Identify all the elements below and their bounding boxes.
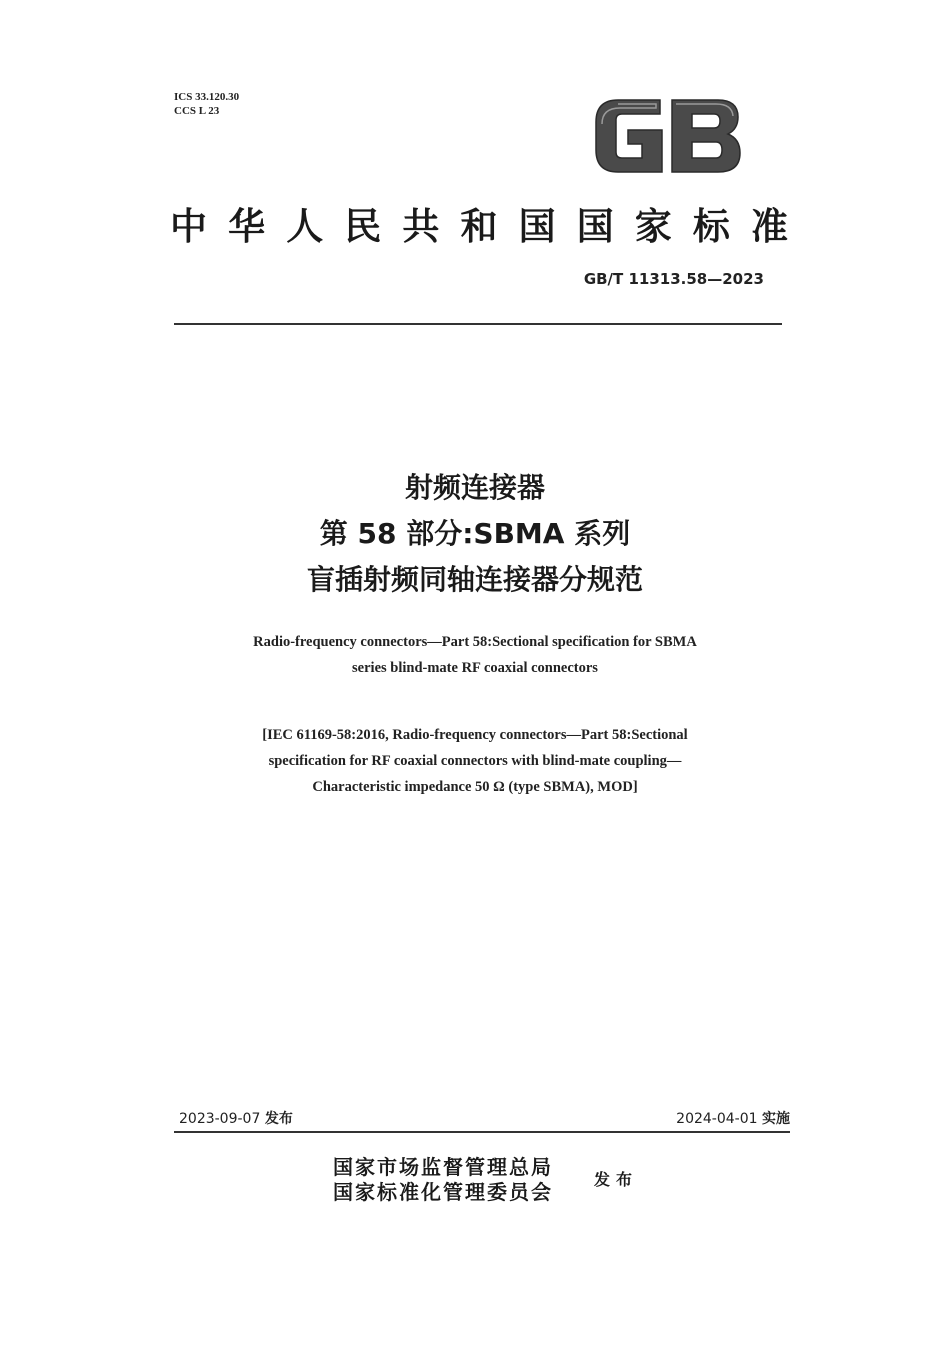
header-divider <box>174 323 782 325</box>
english-title <box>0 629 950 681</box>
ccs-code: CCS L 23 <box>174 105 220 117</box>
issue-date-value: 2023-09-07 <box>179 1111 261 1127</box>
implementation-date-value: 2024-04-01 <box>676 1111 758 1127</box>
classification-codes <box>174 90 239 118</box>
chinese-title-line-3: 盲插射频同轴连接器分规范 <box>306 563 643 596</box>
adoption-line-1: [IEC 61169-58:2016, Radio-frequency connectors—Part 58:Sectional <box>262 727 688 743</box>
standard-number: GB/T 11313.58—2023 <box>583 270 764 288</box>
chinese-title-line-1: 射频连接器 <box>404 471 545 504</box>
ics-code: ICS 33.120.30 <box>174 91 240 103</box>
english-title-line-1: Radio-frequency connectors—Part 58:Sectional specification for SBMA <box>253 634 697 650</box>
standard-category-title: 中华人民共和国国家标准 <box>170 204 790 248</box>
adoption-line-3: Characteristic impedance 50 Ω (type SBMA), MOD] <box>312 779 638 795</box>
adoption-line-2: specification for RF coaxial connectors with blind-mate coupling— <box>268 753 682 769</box>
issuing-organizations <box>333 1155 553 1205</box>
issue-date <box>179 1108 293 1128</box>
issue-date-label: 发布 <box>264 1111 293 1127</box>
gb-logo <box>590 96 746 176</box>
footer-divider <box>174 1131 790 1133</box>
chinese-title-line-2: 第 58 部分:SBMA 系列 <box>319 517 631 550</box>
gb-logo-g <box>596 100 662 172</box>
issuer-samr: 国家市场监督管理总局 <box>333 1155 553 1179</box>
implementation-date <box>676 1108 790 1128</box>
issued-by-label: 发布 <box>594 1170 639 1189</box>
english-title-line-2: series blind-mate RF coaxial connectors <box>352 660 598 676</box>
issuer-sac: 国家标准化管理委员会 <box>333 1180 553 1204</box>
gb-logo-b <box>672 100 740 172</box>
chinese-title <box>0 465 950 603</box>
adoption-reference <box>0 722 950 800</box>
implementation-date-label: 实施 <box>762 1111 790 1127</box>
